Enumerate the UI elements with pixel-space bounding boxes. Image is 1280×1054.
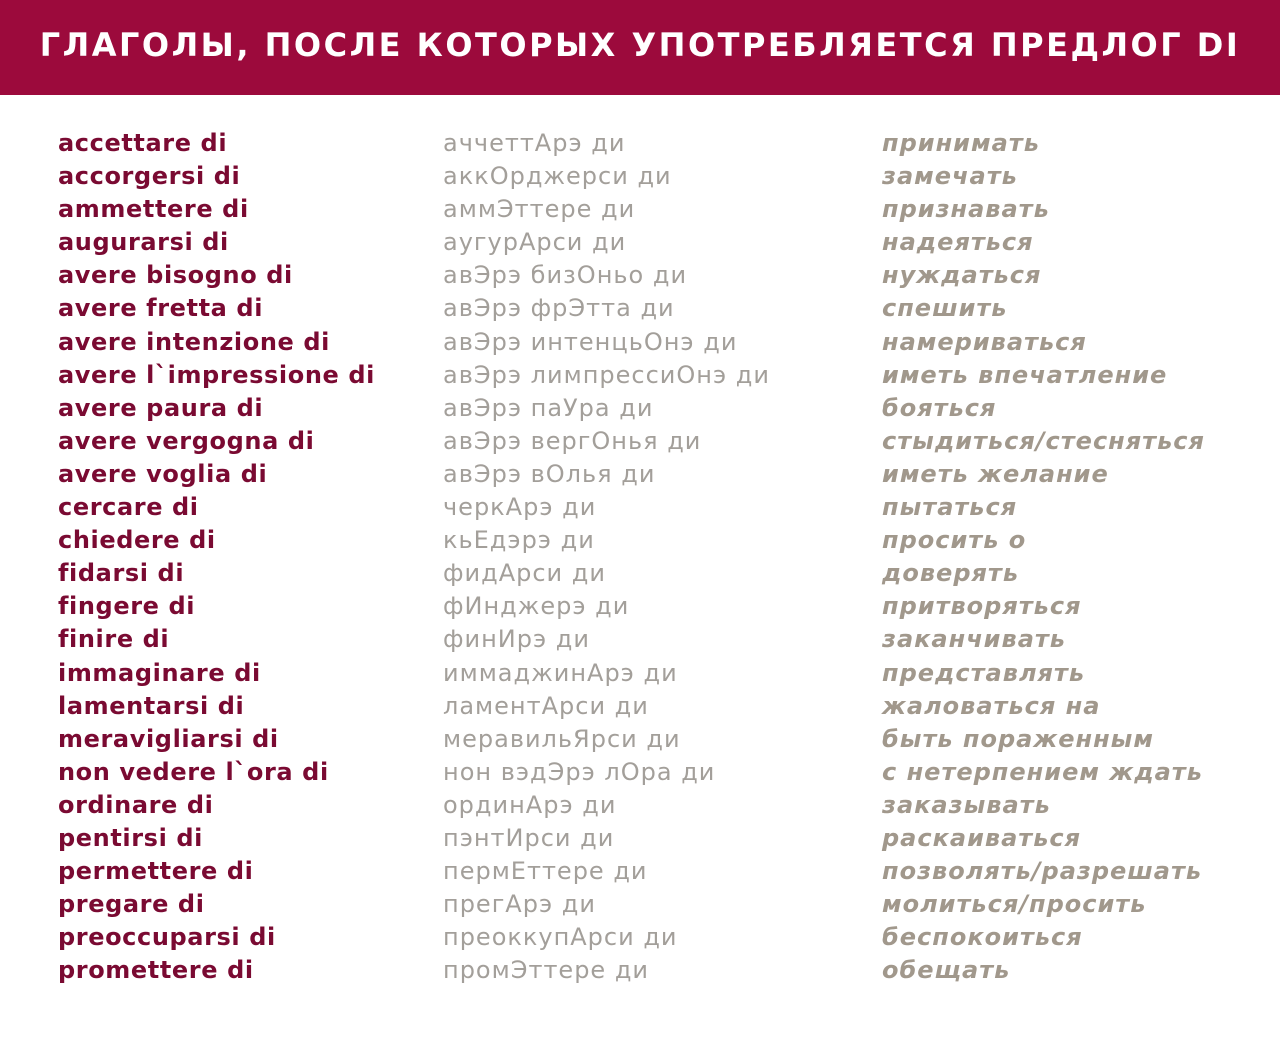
italian-verb: augurarsi di: [58, 228, 229, 257]
italian-verb: cercare di: [58, 493, 199, 522]
italian-verb: avere vergogna di: [58, 426, 315, 455]
verb-row: [0, 359, 1280, 392]
transcription: аммЭттере ди: [443, 195, 636, 224]
italian-verb: avere voglia di: [58, 459, 268, 488]
transcription: преоккупАрси ди: [443, 923, 678, 952]
transcription: ламентАрси ди: [443, 691, 649, 720]
russian-translation: раскаиваться: [882, 823, 1082, 852]
transcription: пермЕттере ди: [443, 857, 648, 886]
verb-row: [0, 822, 1280, 855]
verb-row: [0, 226, 1280, 259]
russian-translation: иметь желание: [882, 459, 1109, 488]
italian-verb: permettere di: [58, 857, 254, 886]
italian-verb: avere bisogno di: [58, 261, 293, 290]
verb-row: [0, 723, 1280, 756]
russian-translation: молиться/просить: [882, 890, 1147, 919]
italian-verb: finire di: [58, 625, 170, 654]
russian-translation: стыдиться/стесняться: [882, 426, 1205, 455]
transcription: авЭрэ интенцьОнэ ди: [443, 327, 738, 356]
italian-verb: preoccuparsi di: [58, 923, 276, 952]
italian-verb: promettere di: [58, 956, 254, 985]
page-title: ГЛАГОЛЫ, ПОСЛЕ КОТОРЫХ УПОТРЕБЛЯЕТСЯ ПРЕДЛОГ DI: [39, 25, 1241, 64]
verb-row: [0, 590, 1280, 623]
italian-verb: meravigliarsi di: [58, 724, 279, 753]
russian-translation: бояться: [882, 393, 997, 422]
russian-translation: намериваться: [882, 327, 1087, 356]
transcription: авЭрэ фрЭтта ди: [443, 294, 675, 323]
russian-translation: притворяться: [882, 592, 1082, 621]
title-banner: [0, 0, 1280, 95]
verb-row: [0, 855, 1280, 888]
verb-table: [0, 127, 1280, 987]
transcription: авЭрэ вергОнья ди: [443, 426, 702, 455]
italian-verb: immaginare di: [58, 658, 261, 687]
verb-row: [0, 657, 1280, 690]
verb-row: [0, 888, 1280, 921]
transcription: аугурАрси ди: [443, 228, 627, 257]
italian-verb: avere intenzione di: [58, 327, 330, 356]
verb-row: [0, 491, 1280, 524]
transcription: ординАрэ ди: [443, 790, 617, 819]
russian-translation: замечать: [882, 162, 1018, 191]
russian-translation: заказывать: [882, 790, 1051, 819]
verb-row: [0, 458, 1280, 491]
italian-verb: ammettere di: [58, 195, 249, 224]
italian-verb: ordinare di: [58, 790, 214, 819]
italian-verb: avere l`impressione di: [58, 360, 375, 389]
italian-verb: avere paura di: [58, 393, 264, 422]
russian-translation: позволять/разрешать: [882, 857, 1203, 886]
russian-translation: с нетерпением ждать: [882, 757, 1203, 786]
verb-row: [0, 690, 1280, 723]
transcription: фИнджерэ ди: [443, 592, 630, 621]
transcription: финИрэ ди: [443, 625, 590, 654]
transcription: меравильЯрси ди: [443, 724, 681, 753]
verb-row: [0, 524, 1280, 557]
italian-verb: chiedere di: [58, 526, 216, 555]
italian-verb: non vedere l`ora di: [58, 757, 329, 786]
verb-row: [0, 127, 1280, 160]
verb-row: [0, 789, 1280, 822]
transcription: кьЕдэрэ ди: [443, 526, 595, 555]
transcription: авЭрэ вОлья ди: [443, 459, 656, 488]
russian-translation: доверять: [882, 559, 1020, 588]
transcription: фидАрси ди: [443, 559, 606, 588]
verb-row: [0, 160, 1280, 193]
transcription: аккОрджерси ди: [443, 162, 672, 191]
verb-row: [0, 259, 1280, 292]
italian-verb: pregare di: [58, 890, 205, 919]
russian-translation: признавать: [882, 195, 1050, 224]
verb-row: [0, 921, 1280, 954]
russian-translation: иметь впечатление: [882, 360, 1168, 389]
transcription: иммаджинАрэ ди: [443, 658, 678, 687]
italian-verb: lamentarsi di: [58, 691, 245, 720]
russian-translation: представлять: [882, 658, 1086, 687]
russian-translation: жаловаться на: [882, 691, 1101, 720]
russian-translation: беспокоиться: [882, 923, 1083, 952]
russian-translation: принимать: [882, 129, 1040, 157]
transcription: пэнтИрси ди: [443, 823, 615, 852]
russian-translation: быть пораженным: [882, 724, 1154, 753]
italian-verb: fidarsi di: [58, 559, 185, 588]
verb-row: [0, 954, 1280, 987]
verb-row: [0, 557, 1280, 590]
transcription: нон вэдЭрэ лОра ди: [443, 757, 716, 786]
verb-row: [0, 756, 1280, 789]
russian-translation: нуждаться: [882, 261, 1042, 290]
verb-row: [0, 425, 1280, 458]
verb-row: [0, 326, 1280, 359]
transcription: авЭрэ паУра ди: [443, 393, 654, 422]
russian-translation: пытаться: [882, 493, 1018, 522]
russian-translation: обещать: [882, 956, 1011, 985]
italian-verb: fingere di: [58, 592, 196, 621]
russian-translation: надеяться: [882, 228, 1034, 257]
italian-verb: accorgersi di: [58, 162, 241, 191]
transcription: прегАрэ ди: [443, 890, 596, 919]
transcription: промЭттере ди: [443, 956, 650, 985]
verb-row: [0, 623, 1280, 656]
transcription: авЭрэ бизОньо ди: [443, 261, 688, 290]
italian-verb: accettare di: [58, 129, 228, 157]
italian-verb: avere fretta di: [58, 294, 264, 323]
russian-translation: спешить: [882, 294, 1008, 323]
verb-row: [0, 392, 1280, 425]
transcription: аччеттАрэ ди: [443, 129, 626, 157]
italian-verb: pentirsi di: [58, 823, 203, 852]
transcription: авЭрэ лимпрессиОнэ ди: [443, 360, 770, 389]
verb-row: [0, 292, 1280, 325]
russian-translation: заканчивать: [882, 625, 1066, 654]
transcription: черкАрэ ди: [443, 493, 597, 522]
russian-translation: просить о: [882, 526, 1027, 555]
verb-row: [0, 193, 1280, 226]
